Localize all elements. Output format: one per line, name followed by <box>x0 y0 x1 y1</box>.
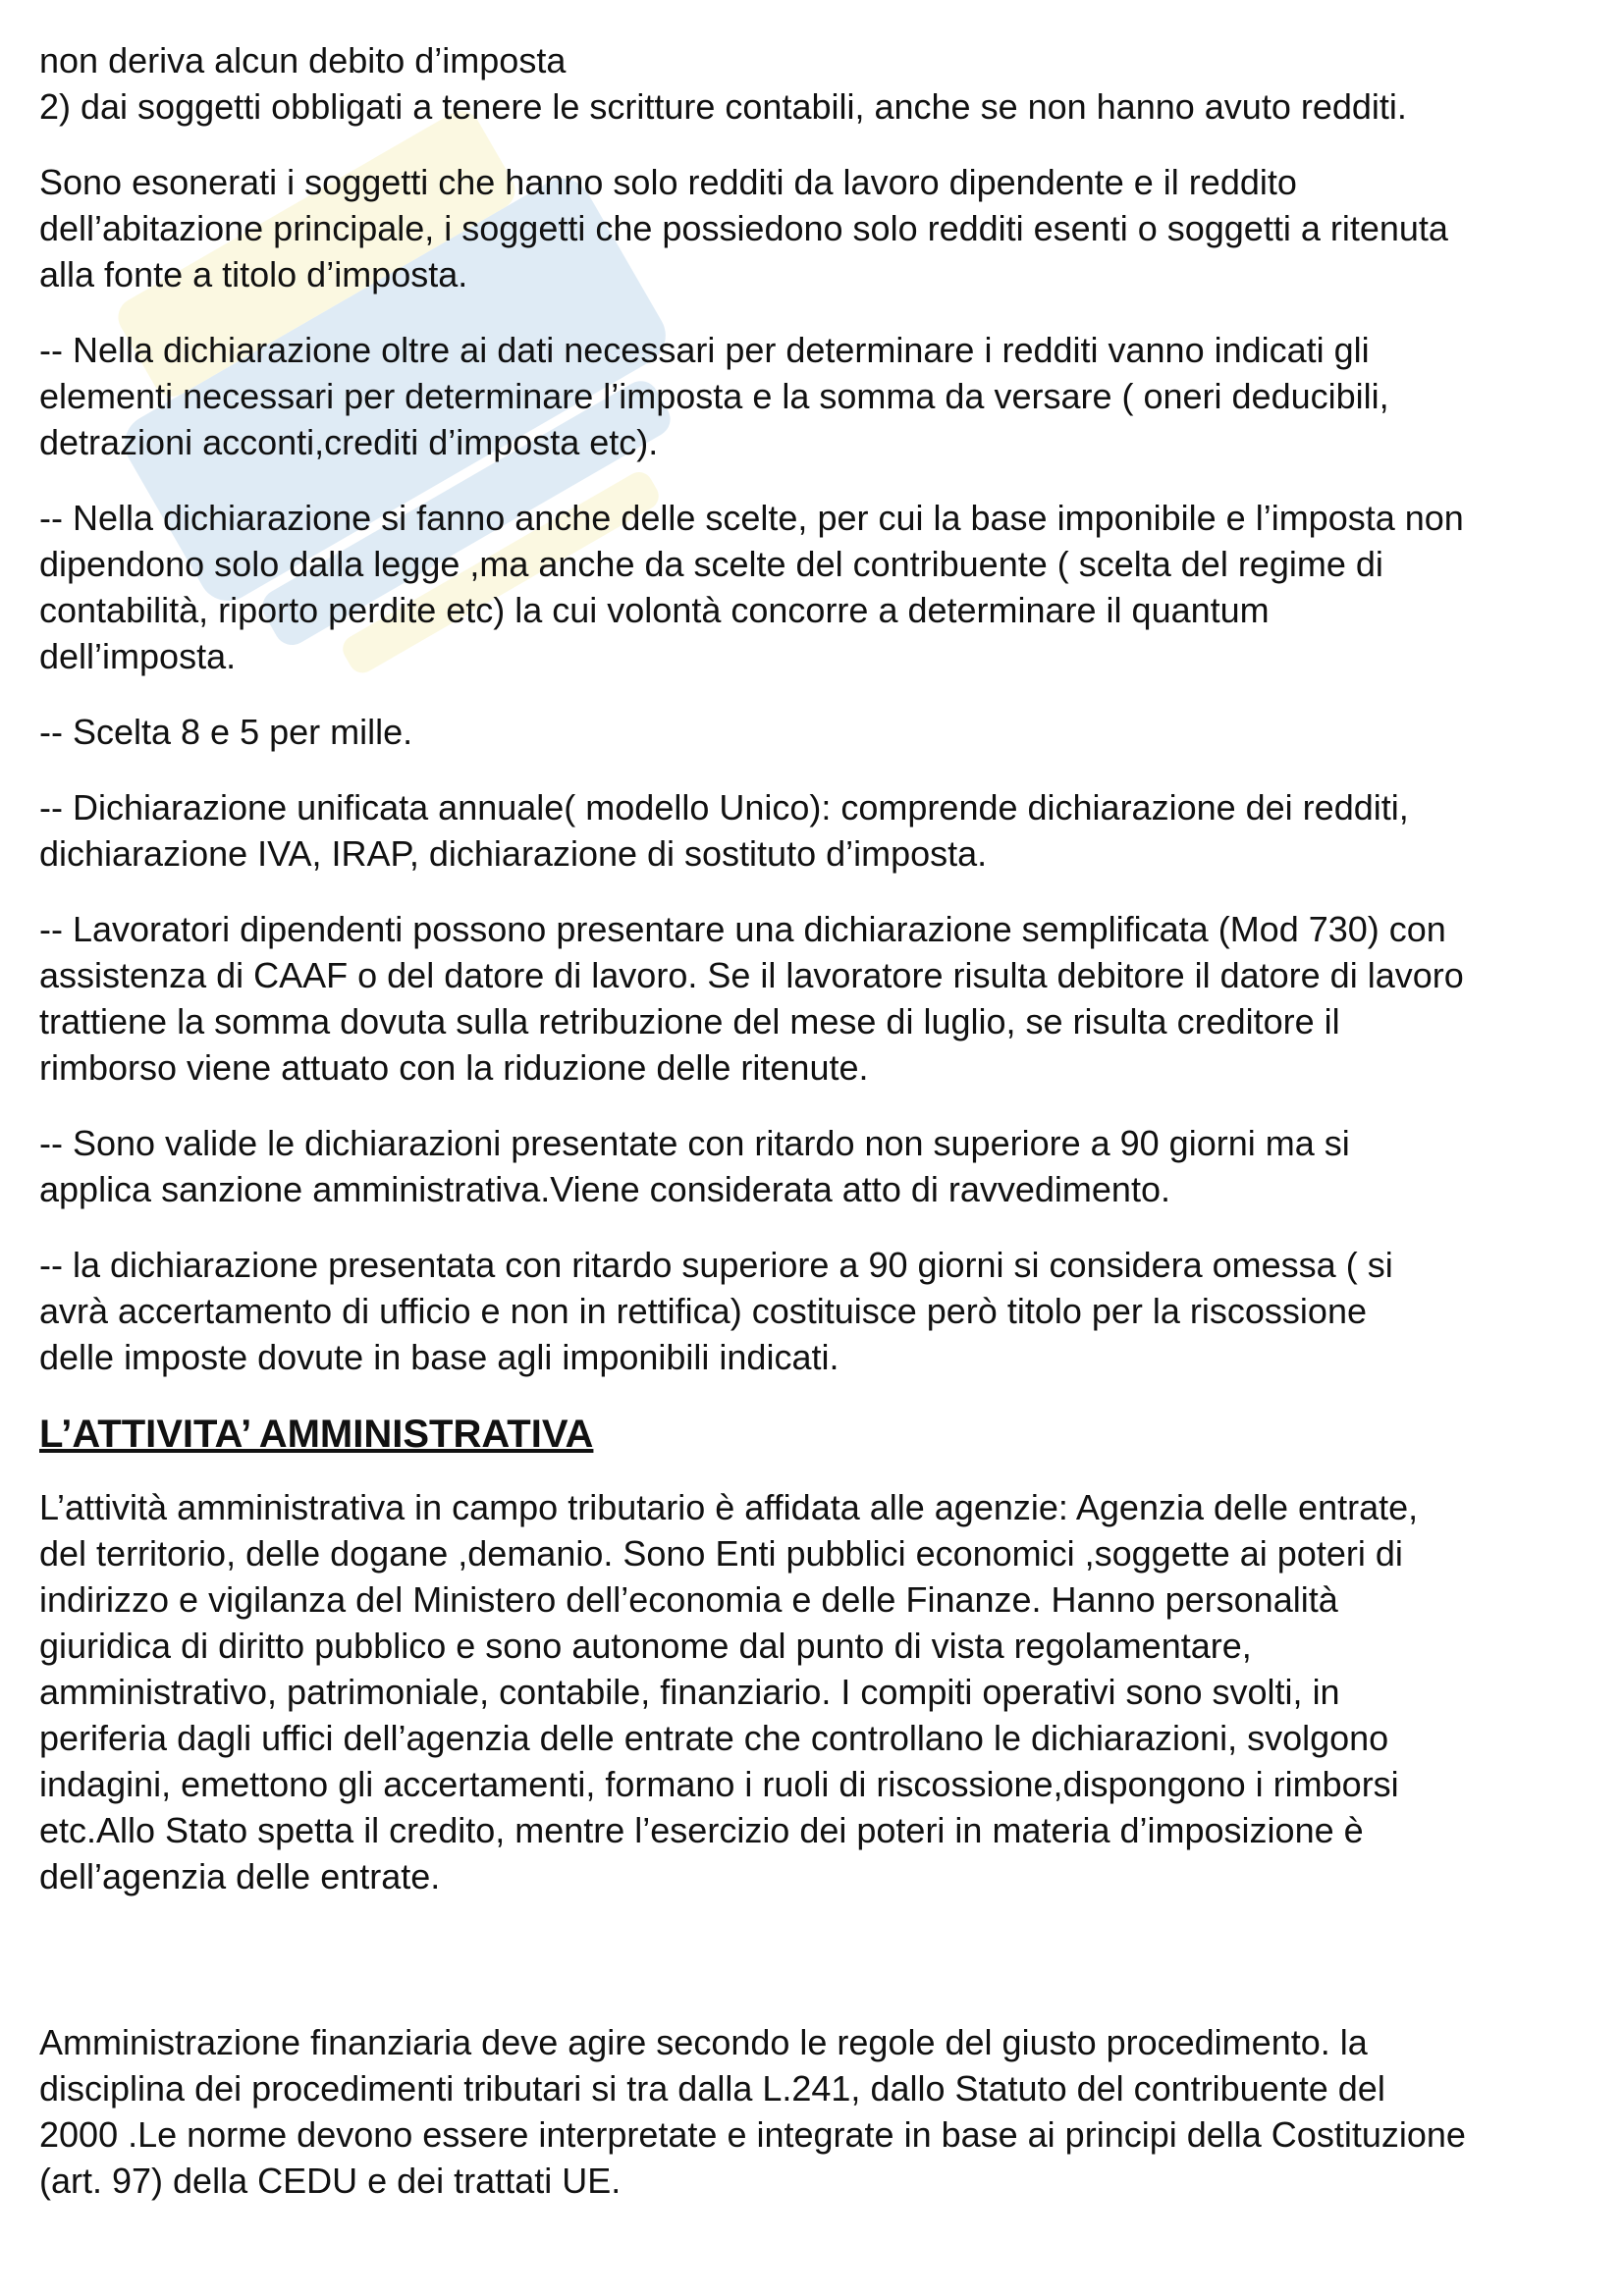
paragraph: Sono esonerati i soggetti che hanno solo redditi da lavoro dipendente e il reddito dell’abitazione principale, i soggetti che possiedono solo redditi esenti o soggetti a ritenuta alla fonte a titolo d’imposta. <box>39 162 1448 294</box>
paragraph: -- Dichiarazione unificata annuale( modello Unico): comprende dichiarazione dei redditi, dichiarazione IVA, IRAP, dichiarazione di sostituto d’imposta. <box>39 787 1409 874</box>
paragraph: -- la dichiarazione presentata con ritardo superiore a 90 giorni si considera omessa ( si avrà accertamento di ufficio e non in rettifica) costituisce però titolo per la riscossione delle imposte dovute in base agli imponibili indicati. <box>39 1245 1393 1377</box>
paragraph: -- Scelta 8 e 5 per mille. <box>39 712 413 752</box>
paragraph: Amministrazione finanziaria deve agire secondo le regole del giusto procedimento. la disciplina dei procedimenti tributari si tra dalla L.241, dallo Statuto del contribuente del 2000 .Le norme devono essere interpretate e integrate in base ai principi della Costituzione (art. 97) della CEDU e dei trattati UE. <box>39 2022 1466 2201</box>
section-heading: L’ATTIVITA’ AMMINISTRATIVA <box>39 1413 594 1456</box>
document-body <box>39 37 1591 2233</box>
paragraph: -- Nella dichiarazione si fanno anche delle scelte, per cui la base imponibile e l’imposta non dipendono solo dalla legge ,ma anche da scelte del contribuente ( scelta del regime di contabilità, riporto perdite etc) la cui volontà concorre a determinare il quantum dell’imposta. <box>39 498 1464 676</box>
paragraph: L’attività amministrativa in campo tributario è affidata alle agenzie: Agenzia delle entrate, del territorio, delle dogane ,demanio. Sono Enti pubblici economici ,soggette ai poteri di indirizzo e vigilanza del Ministero dell’economia e delle Finanze. Hanno personalità giuridica di diritto pubblico e sono autonome dal punto di vista regolamentare, amministrativo, patrimoniale, contabile, finanziario. I compiti operativi sono svolti, in periferia dagli uffici dell’agenzia delle entrate che controllano le dichiarazioni, svolgono indagini, emettono gli accertamenti, formano i ruoli di riscossione,dispongono i rimborsi etc.Allo Stato spetta il credito, mentre l’esercizio dei poteri in materia d’imposizione è dell’agenzia delle entrate. <box>39 1487 1419 1896</box>
paragraph: non deriva alcun debito d’imposta <box>39 40 567 80</box>
paragraph: -- Sono valide le dichiarazioni presentate con ritardo non superiore a 90 giorni ma si applica sanzione amministrativa.Viene considerata atto di ravvedimento. <box>39 1123 1350 1209</box>
paragraph: 2) dai soggetti obbligati a tenere le scritture contabili, anche se non hanno avuto redditi. <box>39 86 1407 127</box>
spacer <box>39 1929 1591 2019</box>
paragraph: -- Lavoratori dipendenti possono presentare una dichiarazione semplificata (Mod 730) con assistenza di CAAF o del datore di lavoro. Se il lavoratore risulta debitore il datore di lavoro trattiene la somma dovuta sulla retribuzione del mese di luglio, se risulta creditore il rimborso viene attuato con la riduzione delle ritenute. <box>39 909 1464 1088</box>
paragraph: -- Nella dichiarazione oltre ai dati necessari per determinare i redditi vanno indicati gli elementi necessari per determinare l’imposta e la somma da versare ( oneri deducibili, detrazioni acconti,crediti d’imposta etc). <box>39 330 1389 462</box>
